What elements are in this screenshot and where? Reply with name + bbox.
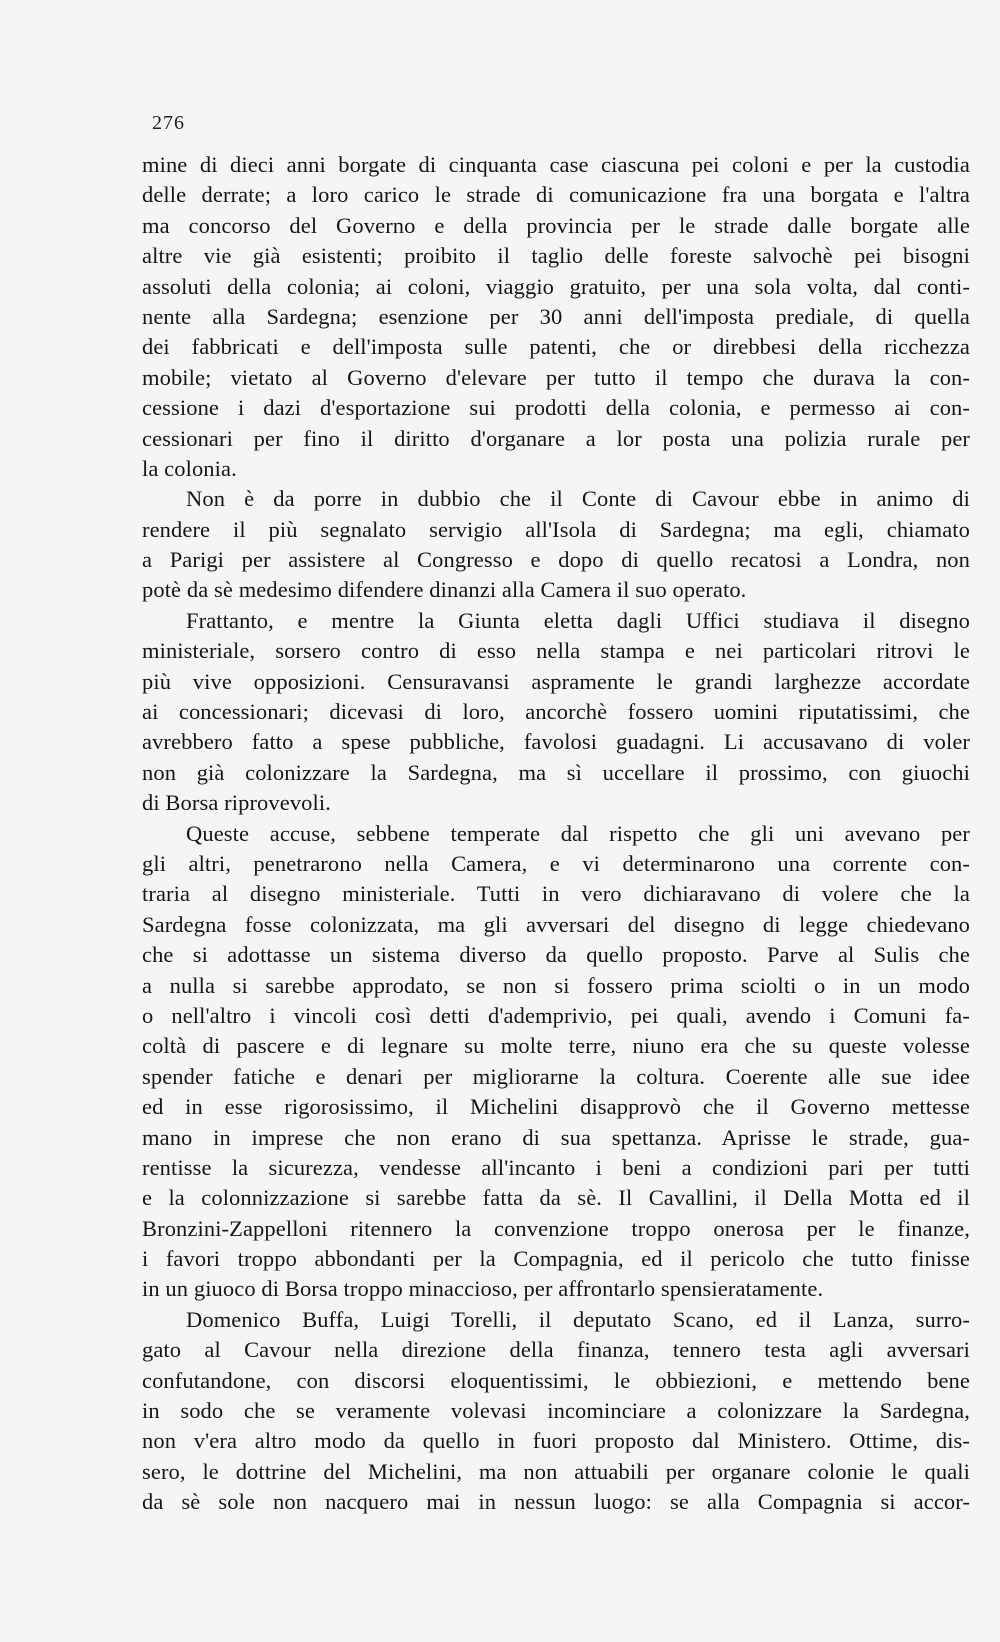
text-line: o nell'altro i vincoli così detti d'ademprivio, pei quali, avendo i Comuni fa- xyxy=(142,1002,970,1028)
text-line: ma concorso del Governo e della provincia per le strade dalle borgate alle xyxy=(142,212,970,238)
text-line: da sè sole non nacquero mai in nessun luogo: se alla Compagnia si accor- xyxy=(142,1489,970,1515)
text-line: coltà di pascere e di legnare su molte terre, niuno era che su queste volesse xyxy=(142,1033,970,1059)
text-line: nente alla Sardegna; esenzione per 30 anni dell'imposta prediale, di quella xyxy=(142,303,970,329)
paragraph-first-line: Domenico Buffa, Luigi Torelli, il deputato Scano, ed il Lanza, surro- xyxy=(186,1306,970,1332)
text-line: non già colonizzare la Sardegna, ma sì uccellare il prossimo, con giuochi xyxy=(142,759,970,785)
text-line: a Parigi per assistere al Congresso e dopo di quello recatosi a Londra, non xyxy=(142,547,970,573)
text-line: altre vie già esistenti; proibito il taglio delle foreste salvochè pei bisogni xyxy=(142,243,970,269)
text-line: di Borsa riprovevoli. xyxy=(142,790,331,816)
text-line: la colonia. xyxy=(142,455,237,481)
paragraph-first-line: Queste accuse, sebbene temperate dal rispetto che gli uni avevano per xyxy=(186,820,970,846)
text-line: sero, le dottrine del Michelini, ma non attuabili per organare colonie le quali xyxy=(142,1458,970,1484)
text-line: e la colonnizzazione si sarebbe fatta da sè. Il Cavallini, il Della Motta ed il xyxy=(142,1185,970,1211)
text-line: spender fatiche e denari per migliorarne la coltura. Coerente alle sue idee xyxy=(142,1063,970,1089)
paragraph-first-line: Frattanto, e mentre la Giunta eletta dagli Uffici studiava il disegno xyxy=(186,607,970,633)
text-line: ai concessionari; dicevasi di loro, ancorchè fossero uomini riputatissimi, che xyxy=(142,699,970,725)
text-line: ed in esse rigorosissimo, il Michelini disapprovò che il Governo mettesse xyxy=(142,1094,970,1120)
text-line: che si adottasse un sistema diverso da quello proposto. Parve al Sulis che xyxy=(142,942,970,968)
text-line: gli altri, penetrarono nella Camera, e vi determinarono una corrente con- xyxy=(142,850,970,876)
text-line: dei fabbricati e dell'imposta sulle patenti, che or direbbesi della ricchezza xyxy=(142,334,970,360)
text-line: a nulla si sarebbe approdato, se non si fossero prima sciolti o in un modo xyxy=(142,972,970,998)
text-line: cessionari per fino il diritto d'organare a lor posta una polizia rurale per xyxy=(142,425,970,451)
text-line: in sodo che se veramente volevasi incominciare a colonizzare la Sardegna, xyxy=(142,1398,970,1424)
text-line: rentisse la sicurezza, vendesse all'incanto i beni a condizioni pari per tutti xyxy=(142,1154,970,1180)
text-line: avrebbero fatto a spese pubbliche, favolosi guadagni. Li accusavano di voler xyxy=(142,729,970,755)
paragraph-first-line: Non è da porre in dubbio che il Conte di Cavour ebbe in animo di xyxy=(186,486,970,512)
text-line: Bronzini-Zappelloni ritennero la convenzione troppo onerosa per le finanze, xyxy=(142,1215,970,1241)
text-line: mobile; vietato al Governo d'elevare per tutto il tempo che durava la con- xyxy=(142,364,970,390)
text-line: cessione i dazi d'esportazione sui prodotti della colonia, e permesso ai con- xyxy=(142,395,970,421)
text-line: rendere il più segnalato servigio all'Isola di Sardegna; ma egli, chiamato xyxy=(142,516,970,542)
text-line: assoluti della colonia; ai coloni, viaggio gratuito, per una sola volta, dal conti- xyxy=(142,273,970,299)
text-line: confutandone, con discorsi eloquentissimi, le obbiezioni, e mettendo bene xyxy=(142,1367,970,1393)
text-line: in un giuoco di Borsa troppo minaccioso, per affrontarlo spensieratamente. xyxy=(142,1276,824,1302)
text-line: gato al Cavour nella direzione della finanza, tennero testa agli avversari xyxy=(142,1337,970,1363)
text-line: Sardegna fosse colonizzata, ma gli avversari del disegno di legge chiedevano xyxy=(142,911,970,937)
text-line: non v'era altro modo da quello in fuori proposto dal Ministero. Ottime, dis- xyxy=(142,1428,970,1454)
page-number: 276 xyxy=(152,112,185,134)
text-line: ministeriale, sorsero contro di esso nella stampa e nei particolari ritrovi le xyxy=(142,638,970,664)
text-line: traria al disegno ministeriale. Tutti in vero dichiaravano di volere che la xyxy=(142,881,970,907)
text-line: potè da sè medesimo difendere dinanzi alla Camera il suo operato. xyxy=(142,577,747,603)
text-line: i favori troppo abbondanti per la Compagnia, ed il pericolo che tutto finisse xyxy=(142,1246,970,1272)
text-line: mine di dieci anni borgate di cinquanta case ciascuna pei coloni e per la custodia xyxy=(142,152,970,177)
text-line: più vive opposizioni. Censuravansi aspramente le grandi larghezze accordate xyxy=(142,668,970,694)
body-text xyxy=(142,150,970,1518)
text-line: delle derrate; a loro carico le strade di comunicazione fra una borgata e l'altra xyxy=(142,182,970,208)
text-line: mano in imprese che non erano di sua spettanza. Aprisse le strade, gua- xyxy=(142,1124,970,1150)
